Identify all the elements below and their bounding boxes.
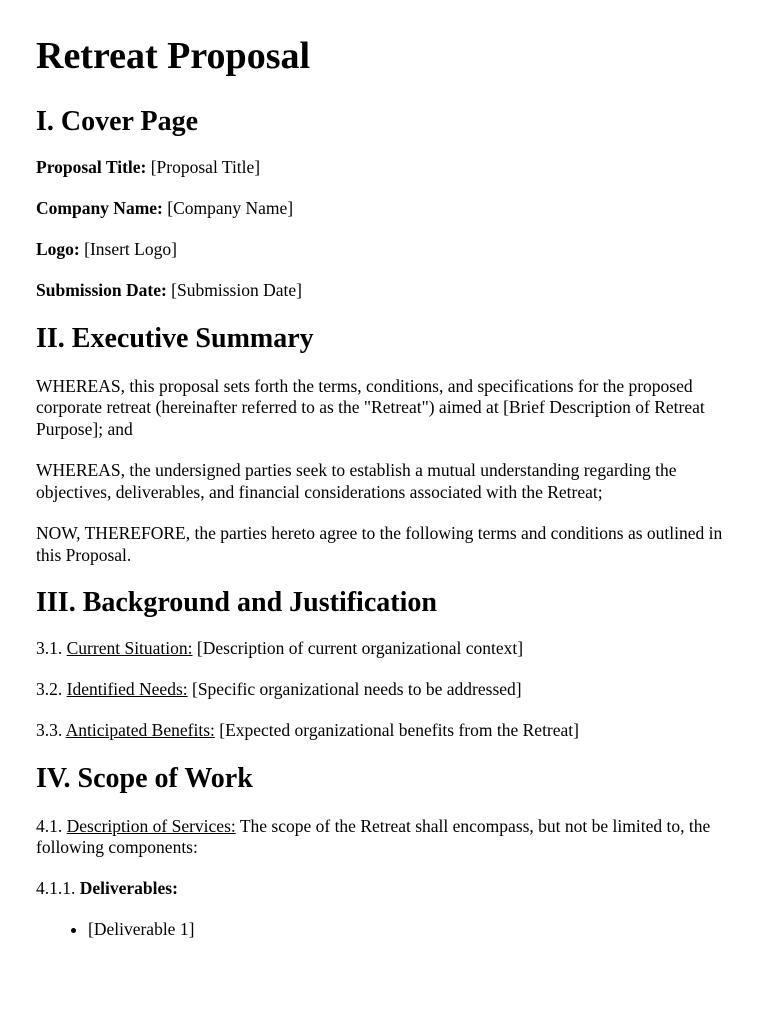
- field-label: Submission Date:: [36, 280, 167, 300]
- item-text: The scope of the Retreat shall encompass, but not be limited to, the following components:: [36, 815, 711, 857]
- scope-item: [36, 816, 734, 859]
- item-label: Current Situation:: [66, 638, 193, 658]
- field-label: Company Name:: [36, 198, 163, 218]
- cover-field-proposal-title: [36, 157, 734, 179]
- field-value: [Submission Date]: [171, 280, 302, 300]
- field-label: Logo:: [36, 239, 80, 259]
- item-text: [Specific organizational needs to be addressed]: [192, 679, 522, 699]
- item-label: Identified Needs:: [66, 679, 188, 699]
- list-item: • [Deliverable 1]: [88, 919, 734, 941]
- summary-paragraph: WHEREAS, the undersigned parties seek to establish a mutual understanding regarding the objectives, deliverables, and financial considerations associated with the Retreat;: [36, 460, 677, 502]
- document-title: Retreat Proposal: [36, 35, 311, 77]
- background-item: [36, 679, 734, 701]
- item-label: Anticipated Benefits:: [65, 720, 215, 740]
- field-label: Proposal Title:: [36, 157, 147, 177]
- item-text: [Description of current organizational context]: [196, 638, 524, 658]
- background-item: [36, 720, 734, 742]
- deliverables-list: [36, 919, 734, 941]
- summary-paragraph: WHEREAS, this proposal sets forth the terms, conditions, and specifications for the proposed corporate retreat (hereinafter referred to as the "Retreat") aimed at [Brief Description of Retreat Purpose]; and: [36, 375, 705, 439]
- field-value: [Company Name]: [167, 198, 294, 218]
- section-heading-background: III. Background and Justification: [36, 587, 437, 618]
- subitem-number: 4.1.1.: [36, 878, 76, 898]
- field-value: [Proposal Title]: [150, 157, 261, 177]
- subitem-label: Deliverables:: [79, 878, 178, 898]
- cover-field-submission-date: [36, 280, 734, 302]
- section-heading-cover: I. Cover Page: [36, 106, 198, 137]
- item-number: 4.1.: [36, 815, 63, 836]
- scope-subitem: [36, 878, 734, 900]
- section-heading-summary: II. Executive Summary: [36, 322, 314, 354]
- item-text: [Expected organizational benefits from the Retreat]: [219, 720, 579, 740]
- item-label: Description of Services:: [66, 815, 236, 836]
- cover-field-company-name: [36, 198, 734, 220]
- item-number: 3.2.: [36, 679, 63, 699]
- summary-paragraph: NOW, THEREFORE, the parties hereto agree to the following terms and conditions as outlined in this Proposal.: [36, 523, 723, 565]
- section-heading-scope: IV. Scope of Work: [36, 762, 253, 794]
- item-number: 3.3.: [36, 720, 63, 740]
- cover-field-logo: [36, 239, 734, 261]
- field-value: [Insert Logo]: [84, 239, 177, 259]
- background-item: [36, 638, 734, 660]
- item-number: 3.1.: [36, 638, 63, 658]
